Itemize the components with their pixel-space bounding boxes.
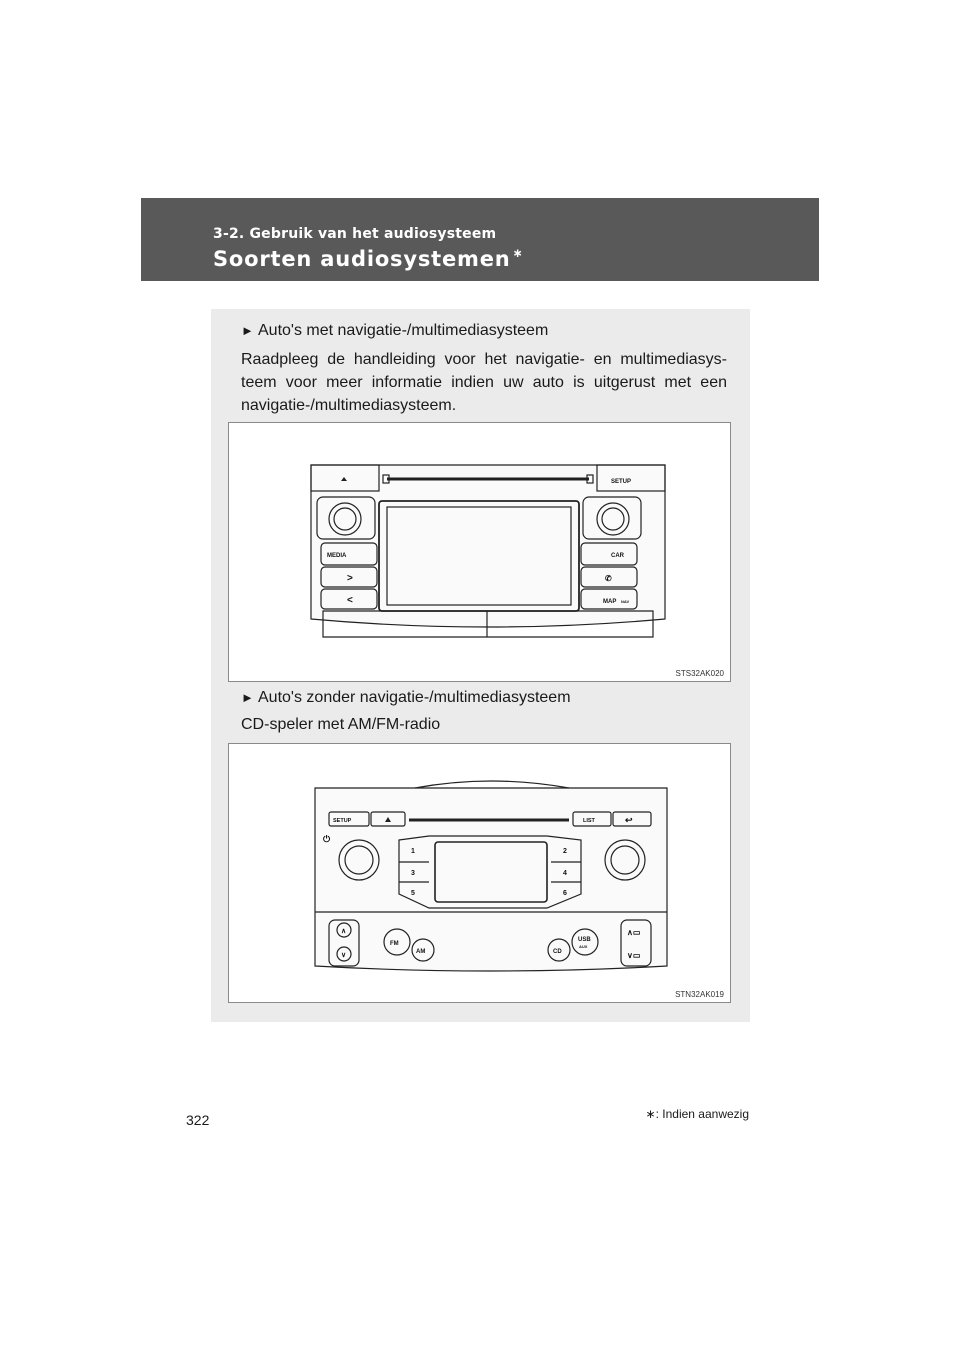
- multimedia-unit-illustration: [229, 423, 730, 681]
- figure-multimedia-unit: [228, 422, 731, 682]
- page-title: [213, 246, 523, 271]
- phone-icon: ✆: [605, 574, 612, 583]
- label-usb: USB: [578, 937, 591, 943]
- preset-3: 3: [411, 870, 415, 877]
- folder-down-icon: ∨▭: [627, 951, 641, 960]
- figure-code: STS32AK020: [675, 669, 724, 678]
- optional-mark: ∗: [512, 246, 524, 260]
- label-setup: SETUP: [611, 479, 632, 485]
- preset-6: 6: [563, 890, 567, 897]
- label-media: MEDIA: [327, 553, 347, 559]
- chapter-header: [141, 198, 819, 281]
- bullet-heading-nav: [241, 322, 548, 340]
- label-aux: AUX: [579, 944, 588, 949]
- bullet-heading-nav-text: Auto's met navigatie-/multimediasysteem: [258, 322, 549, 339]
- label-setup: SETUP: [333, 818, 352, 824]
- section-label: 3-2. Gebruik van het audiosysteem: [213, 226, 497, 242]
- preset-5: 5: [411, 890, 415, 897]
- power-icon: ⏻: [323, 834, 331, 844]
- content-box: [211, 309, 750, 1022]
- figure-code: STN32AK019: [675, 990, 724, 999]
- triangle-bullet-icon: ►: [241, 323, 254, 338]
- label-car: CAR: [611, 553, 624, 559]
- chevron-down-icon: ∨: [341, 952, 347, 959]
- folder-up-icon: ∧▭: [627, 928, 641, 937]
- label-nav: NAV: [621, 599, 630, 604]
- page-title-text: Soorten audiosystemen: [213, 247, 511, 271]
- footnote: ∗: Indien aanwezig: [645, 1107, 749, 1121]
- bullet-heading-no-nav: [241, 689, 571, 707]
- triangle-bullet-icon: ►: [241, 690, 254, 705]
- page-number: 322: [186, 1112, 210, 1128]
- label-fm: FM: [390, 941, 399, 947]
- label-am: AM: [416, 949, 426, 955]
- cd-player-subtitle: CD-speler met AM/FM-radio: [241, 716, 441, 733]
- label-cd: CD: [553, 949, 562, 955]
- bullet-heading-no-nav-text: Auto's zonder navigatie-/multimediasysteem: [258, 689, 571, 706]
- label-list: LIST: [583, 818, 595, 824]
- label-prev: <: [347, 595, 353, 606]
- label-next: >: [347, 573, 353, 584]
- preset-1: 1: [411, 848, 415, 855]
- preset-4: 4: [563, 870, 567, 877]
- figure-cd-unit: [228, 743, 731, 1003]
- preset-2: 2: [563, 848, 567, 855]
- chevron-up-icon: ∧: [341, 928, 347, 935]
- nav-description: Raadpleeg de handleiding voor het navigatie- en multimediasys-teem voor meer informatie indien uw auto is uitgerust met een navigatie-/multimediasysteem.: [241, 351, 727, 414]
- label-map: MAP: [603, 599, 617, 605]
- cd-unit-illustration: [229, 744, 730, 1002]
- back-icon: ↩: [625, 815, 633, 825]
